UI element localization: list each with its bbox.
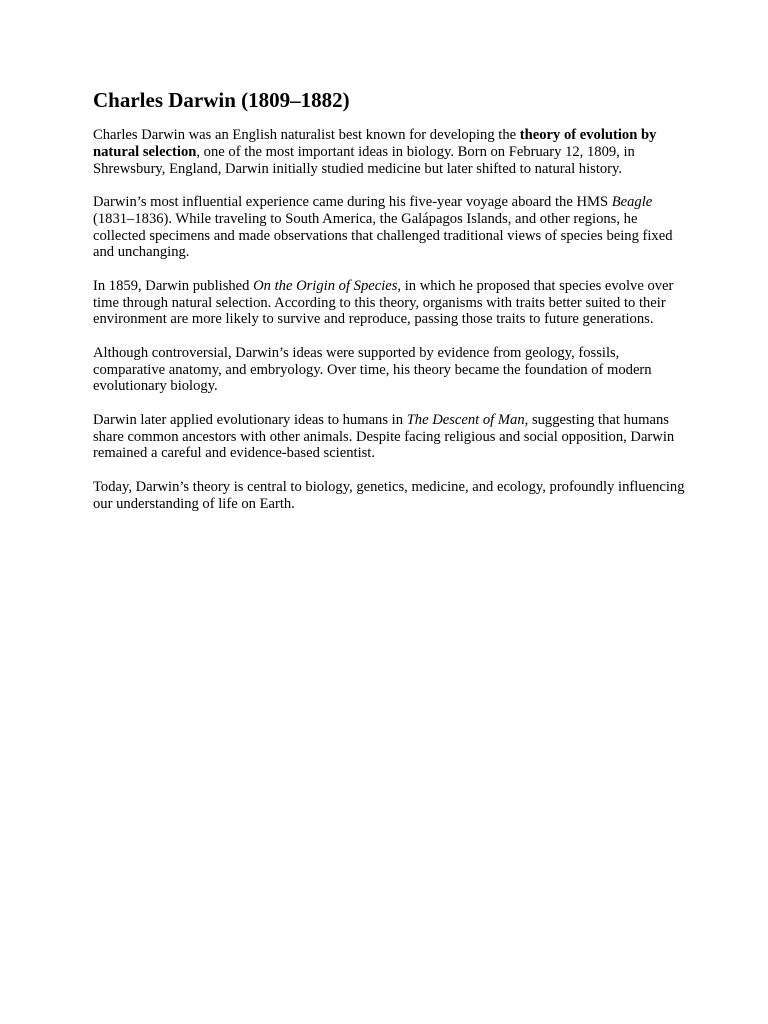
paragraph-text: (1831–1836). While traveling to South America, the Galápagos Islands, and other regions, he collected specimens and made observations that challenged traditional views of species being fixed and unchanging. bbox=[93, 210, 673, 261]
paragraph-text: , one of the most important ideas in biology. Born on February 12, 1809, in Shrewsbury, England, Darwin initially studied medicine but later shifted to natural history. bbox=[93, 143, 635, 177]
paragraph-text: Darwin later applied evolutionary ideas to humans in bbox=[93, 411, 407, 428]
paragraph-text: Charles Darwin was an English naturalist best known for developing the bbox=[93, 127, 520, 143]
paragraph-evidence: Although controversial, Darwin’s ideas were supported by evidence from geology, fossils, comparative anatomy, and embryology. Over time, his theory became the foundation of modern evolutionary biology. bbox=[93, 344, 652, 395]
paragraph-text: , in which he proposed that species evolve over time through natural selection. According to this theory, organisms with traits better suited to their environment are more likely to survive and reproduce, passing those traits to future generations. bbox=[93, 277, 674, 328]
italic-book-title: On the Origin of Species bbox=[253, 277, 398, 294]
paragraph-legacy: Today, Darwin’s theory is central to biology, genetics, medicine, and ecology, profoundly influencing our understanding of life on Earth. bbox=[93, 478, 685, 512]
paragraph-text: , suggesting that humans share common ancestors with other animals. Despite facing religious and social opposition, Darwin remained a careful and evidence-based scientist. bbox=[93, 411, 675, 462]
paragraph-voyage bbox=[93, 194, 685, 261]
document-page bbox=[93, 86, 685, 529]
paragraph-text: In 1859, Darwin published bbox=[93, 277, 254, 294]
paragraph-origin bbox=[93, 278, 685, 328]
paragraph-text: Darwin’s most influential experience came during his five-year voyage aboard the HMS bbox=[93, 193, 612, 210]
italic-book-title: The Descent of Man bbox=[406, 411, 525, 428]
paragraph-intro bbox=[93, 127, 685, 177]
bold-term: theory of evolution by natural selection bbox=[93, 127, 657, 160]
document-title: Charles Darwin (1809–1882) bbox=[93, 88, 350, 112]
italic-ship-name: Beagle bbox=[611, 193, 653, 210]
paragraph-descent bbox=[93, 412, 685, 462]
